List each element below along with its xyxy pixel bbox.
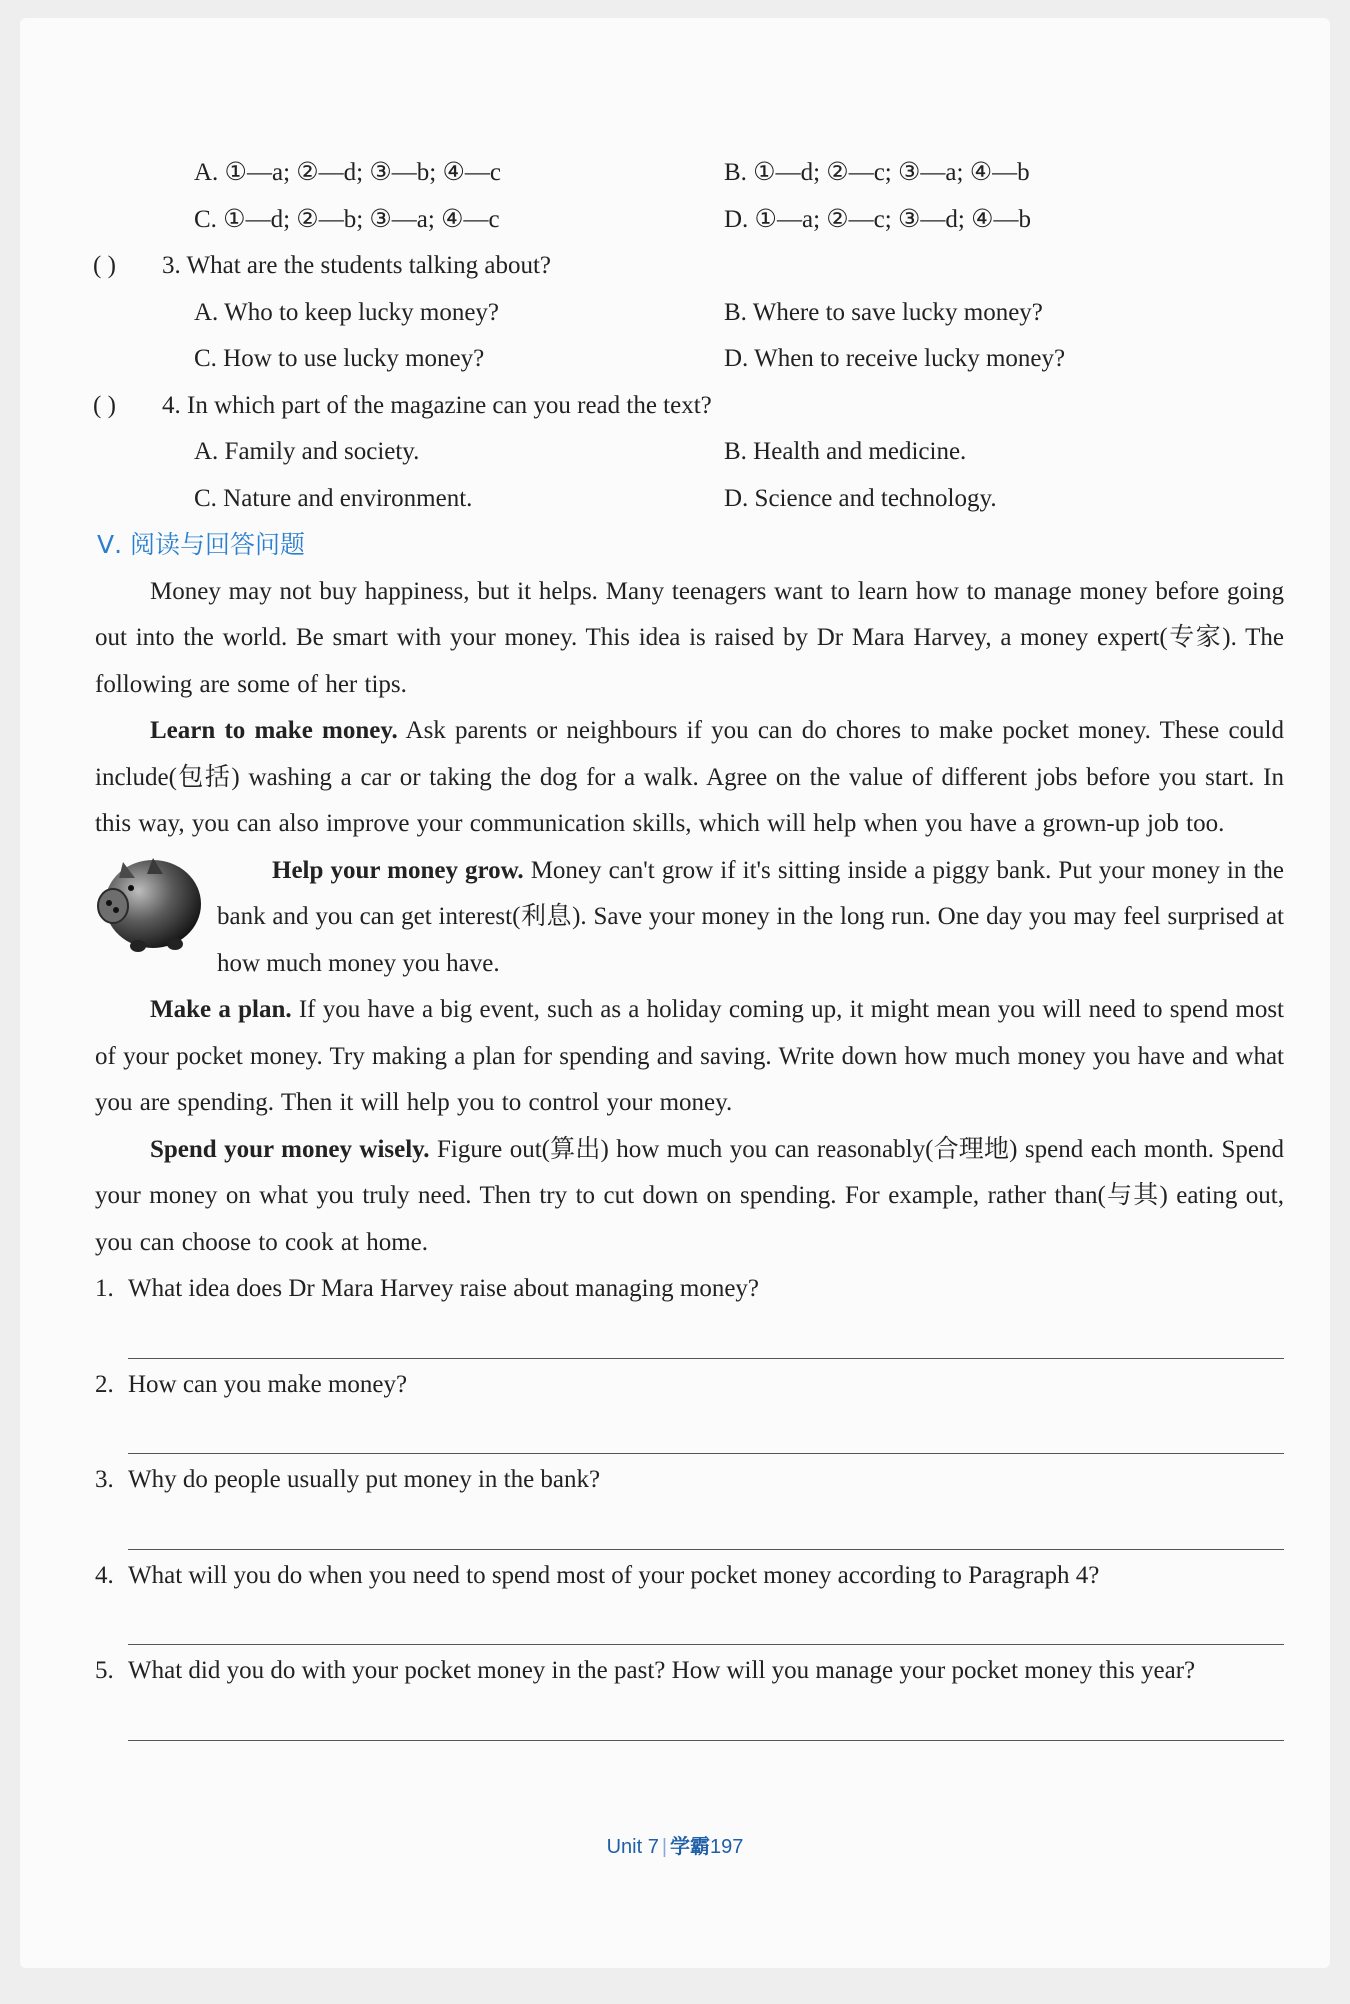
answer-line-5[interactable]	[128, 1695, 1284, 1741]
question-text: How can you make money?	[128, 1370, 408, 1398]
question-number: 5.	[95, 1657, 114, 1684]
paragraph-5-heading: Spend your money wisely.	[150, 1135, 430, 1163]
q2-option-c: C. ①—d; ②—b; ③—a; ④—c	[194, 205, 500, 233]
piggy-bank-block	[76, 848, 1284, 988]
q4-answer-blank[interactable]: ( )	[93, 391, 116, 419]
q4-text: 4. In which part of the magazine can you read the text?	[162, 391, 712, 419]
q4-options-row-2	[76, 476, 1284, 523]
q3-option-a: A. Who to keep lucky money?	[194, 298, 500, 326]
question-text: What idea does Dr Mara Harvey raise about managing money?	[128, 1275, 760, 1302]
q3-option-d: D. When to receive lucky money?	[724, 345, 1066, 372]
q3-text: 3. What are the students talking about?	[162, 252, 552, 279]
q4-stem	[76, 383, 1284, 430]
question-list	[76, 1266, 1284, 1741]
question-2	[95, 1362, 1284, 1409]
page-content	[76, 150, 1284, 1744]
question-1	[95, 1266, 1284, 1313]
paragraph-4-body: If you have a big event, such as a holiday coming up, it might mean you will need to spend most of your pocket money. Try making a plan for spending and saving. Write down how much money you have and what you are spending. Then it will help you to control your money.	[95, 996, 1284, 1116]
q4-option-b: B. Health and medicine.	[724, 438, 967, 465]
question-text: Why do people usually put money in the bank?	[128, 1466, 601, 1493]
answer-line-3[interactable]	[128, 1504, 1284, 1550]
question-number: 3.	[95, 1466, 114, 1493]
paragraph-3-heading: Help your money grow.	[272, 856, 524, 884]
q3-stem	[76, 243, 1284, 290]
footer-divider: |	[661, 1836, 668, 1858]
q4-option-d: D. Science and technology.	[724, 484, 997, 512]
question-number: 2.	[95, 1370, 114, 1398]
q2-option-b: B. ①—d; ②—c; ③—a; ④—b	[724, 159, 1030, 186]
q3-option-b: B. Where to save lucky money?	[724, 298, 1043, 326]
q4-option-c: C. Nature and environment.	[194, 484, 473, 512]
answer-line-1[interactable]	[128, 1313, 1284, 1359]
question-text: What will you do when you need to spend most of your pocket money according to Paragraph 4?	[128, 1561, 1100, 1589]
footer-unit: Unit 7	[606, 1836, 659, 1858]
q3-answer-blank[interactable]: ( )	[93, 252, 116, 279]
page-footer	[20, 1830, 1330, 1859]
question-4	[95, 1553, 1284, 1600]
passage-paragraph-2	[76, 708, 1284, 848]
q3-options-row-2	[76, 336, 1284, 383]
question-3	[95, 1457, 1284, 1504]
passage-paragraph-1: Money may not buy happiness, but it helps. Many teenagers want to learn how to manage money before going out into the world. Be smart with your money. This idea is raised by Dr Mara Harvey, a money expert(专家). The following are some of her tips.	[95, 577, 1284, 698]
page-number: 197	[710, 1836, 744, 1858]
q2-option-d: D. ①—a; ②—c; ③—d; ④—b	[724, 205, 1031, 233]
q4-option-a: A. Family and society.	[194, 438, 420, 465]
passage-paragraph-4	[76, 987, 1284, 1127]
section-title: Ⅴ. 阅读与回答问题	[97, 530, 305, 559]
q3-option-c: C. How to use lucky money?	[194, 345, 485, 372]
q2-option-a: A. ①—a; ②—d; ③—b; ④—c	[194, 159, 501, 186]
paragraph-4-heading: Make a plan.	[150, 996, 292, 1023]
question-5	[95, 1648, 1284, 1695]
question-number: 1.	[95, 1275, 114, 1302]
answer-line-4[interactable]	[128, 1599, 1284, 1645]
paragraph-2-body: Ask parents or neighbours if you can do chores to make pocket money. These could include(包括) washing a car or taking the dog for a walk. Agree on the value of different jobs before you start. In this way, you can also improve your communication skills, which will help when you have a grown-up job too.	[95, 717, 1284, 837]
question-text: What did you do with your pocket money in the past? How will you manage your pocket money this year?	[128, 1657, 1196, 1684]
workbook-page	[20, 18, 1330, 1968]
q2-options-row-2	[76, 197, 1284, 244]
paragraph-2-heading: Learn to make money.	[150, 717, 398, 744]
q4-options-row-1	[76, 429, 1284, 476]
question-number: 4.	[95, 1561, 114, 1589]
q3-options-row-1	[76, 290, 1284, 337]
passage-paragraph-5	[76, 1127, 1284, 1267]
passage-paragraph-3	[76, 848, 1284, 988]
paragraph-5-body: Figure out(算出) how much you can reasonably(合理地) spend each month. Spend your money on what you truly need. Then try to cut down on spending. For example, rather than(与其) eating out, you can choose to cook at home.	[95, 1135, 1284, 1256]
q2-options-row-1	[76, 150, 1284, 197]
piggy-bank-image	[93, 848, 205, 958]
answer-line-2[interactable]	[128, 1408, 1284, 1454]
paragraph-3-body: Money can't grow if it's sitting inside a piggy bank. Put your money in the bank and you can get interest(利息). Save your money in the long run. One day you may feel surprised at how much money you have.	[217, 856, 1284, 977]
footer-brand: 学霸	[670, 1836, 711, 1858]
